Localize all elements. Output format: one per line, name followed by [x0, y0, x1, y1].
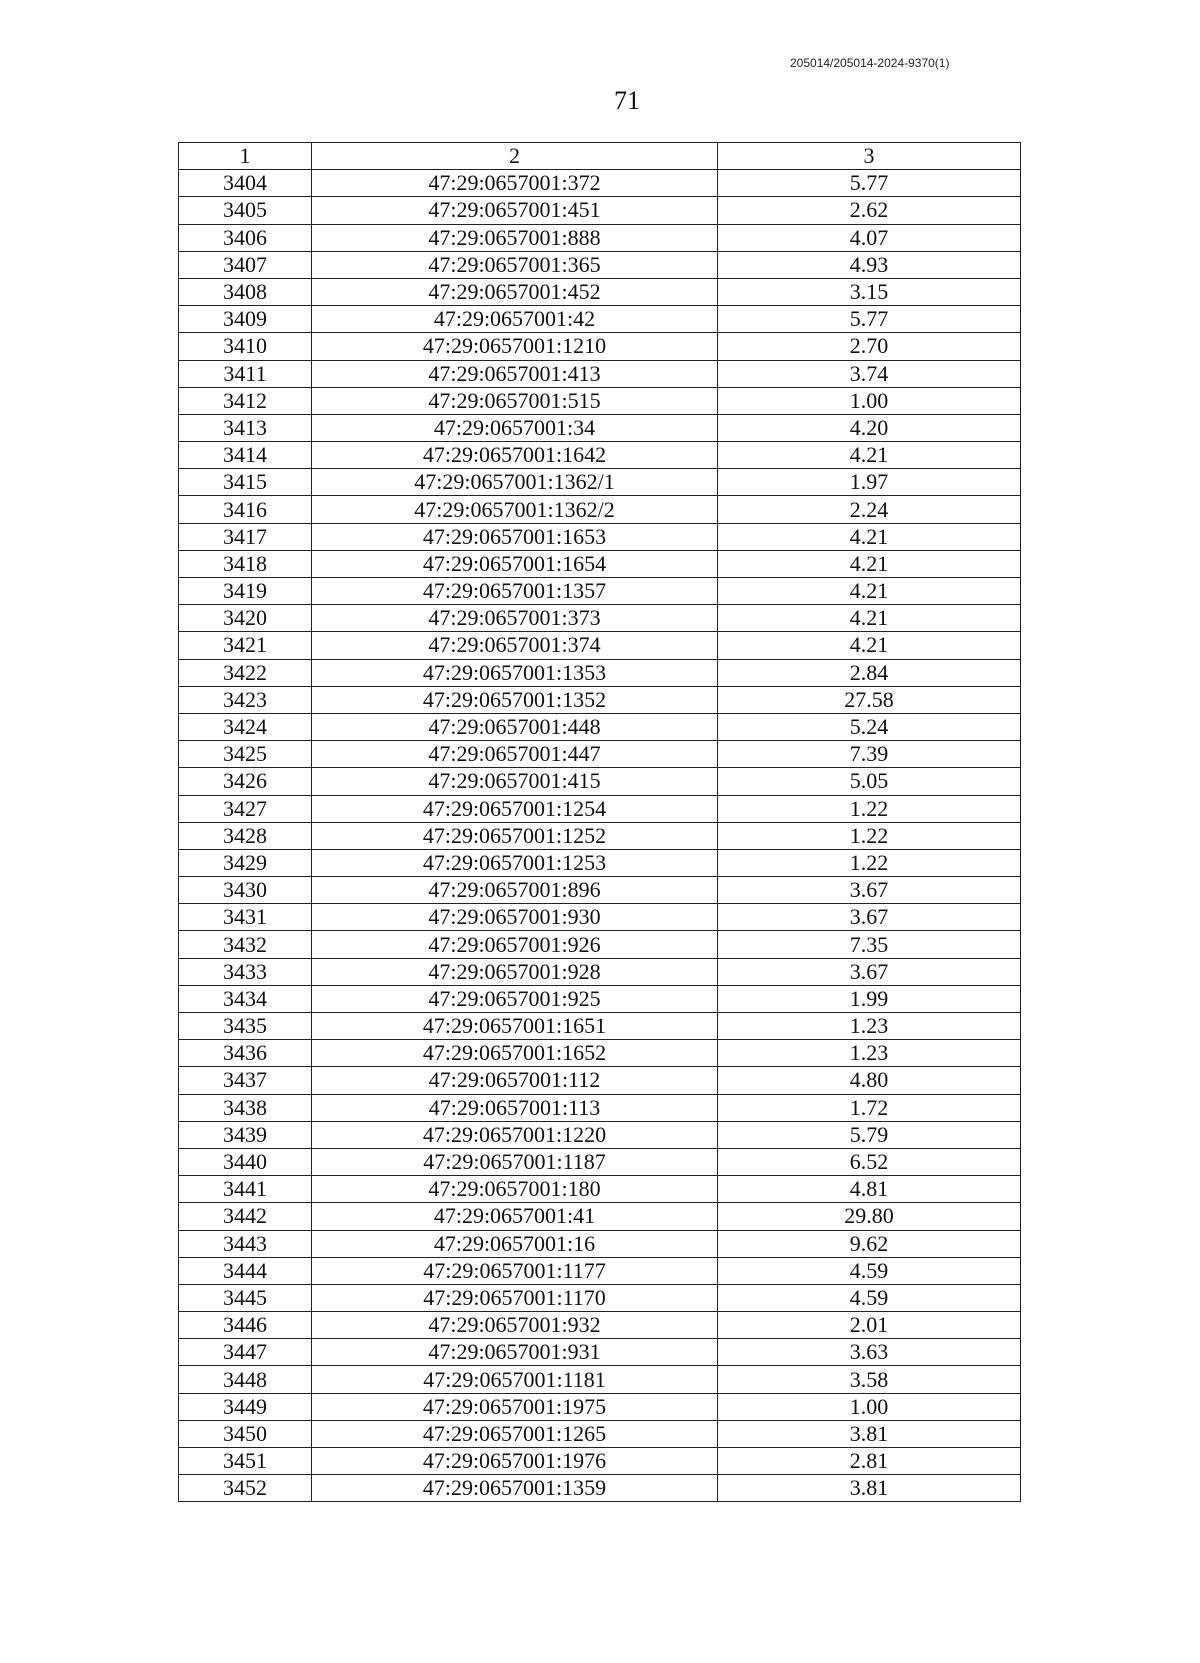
cell-number: 3431 [179, 904, 312, 931]
cell-number: 3408 [179, 278, 312, 305]
cell-cadastral-id: 47:29:0657001:930 [312, 904, 718, 931]
cell-cadastral-id: 47:29:0657001:1362/1 [312, 469, 718, 496]
cell-number: 3423 [179, 686, 312, 713]
cell-value: 4.21 [718, 605, 1021, 632]
cell-value: 4.21 [718, 632, 1021, 659]
cell-value: 4.81 [718, 1176, 1021, 1203]
cell-cadastral-id: 47:29:0657001:1220 [312, 1121, 718, 1148]
table-row [179, 795, 1021, 822]
cell-value: 3.67 [718, 877, 1021, 904]
cell-cadastral-id: 47:29:0657001:1357 [312, 578, 718, 605]
cell-number: 3425 [179, 741, 312, 768]
table-row [179, 1094, 1021, 1121]
cell-cadastral-id: 47:29:0657001:42 [312, 306, 718, 333]
cell-number: 3404 [179, 170, 312, 197]
cell-value: 2.70 [718, 333, 1021, 360]
table-row [179, 496, 1021, 523]
cell-value: 4.59 [718, 1284, 1021, 1311]
cell-value: 4.21 [718, 442, 1021, 469]
cell-number: 3413 [179, 414, 312, 441]
cell-number: 3410 [179, 333, 312, 360]
cell-number: 3426 [179, 768, 312, 795]
cell-number: 3415 [179, 469, 312, 496]
table-row [179, 931, 1021, 958]
cell-value: 2.62 [718, 197, 1021, 224]
table-row [179, 713, 1021, 740]
table-body [179, 170, 1021, 1502]
cell-cadastral-id: 47:29:0657001:113 [312, 1094, 718, 1121]
cell-value: 1.22 [718, 849, 1021, 876]
cell-cadastral-id: 47:29:0657001:1653 [312, 523, 718, 550]
table-row [179, 1148, 1021, 1175]
cell-cadastral-id: 47:29:0657001:415 [312, 768, 718, 795]
cell-cadastral-id: 47:29:0657001:1654 [312, 550, 718, 577]
page-number: 71 [614, 86, 640, 115]
cell-cadastral-id: 47:29:0657001:1359 [312, 1475, 718, 1502]
table-row [179, 1257, 1021, 1284]
cell-value: 4.20 [718, 414, 1021, 441]
cell-cadastral-id: 47:29:0657001:1187 [312, 1148, 718, 1175]
cell-cadastral-id: 47:29:0657001:1252 [312, 822, 718, 849]
cell-number: 3427 [179, 795, 312, 822]
table-row [179, 605, 1021, 632]
cell-value: 2.24 [718, 496, 1021, 523]
cell-cadastral-id: 47:29:0657001:451 [312, 197, 718, 224]
cell-number: 3421 [179, 632, 312, 659]
cell-number: 3412 [179, 387, 312, 414]
cell-number: 3436 [179, 1040, 312, 1067]
cell-number: 3409 [179, 306, 312, 333]
cell-number: 3416 [179, 496, 312, 523]
header-row [179, 143, 1021, 170]
table-row [179, 985, 1021, 1012]
document-id: 205014/205014-2024-9370(1) [790, 56, 950, 70]
table-row [179, 741, 1021, 768]
cell-cadastral-id: 47:29:0657001:928 [312, 958, 718, 985]
cell-value: 7.35 [718, 931, 1021, 958]
table-row [179, 1230, 1021, 1257]
table-row [179, 578, 1021, 605]
table-row [179, 849, 1021, 876]
cell-number: 3437 [179, 1067, 312, 1094]
cell-value: 1.22 [718, 795, 1021, 822]
cell-value: 27.58 [718, 686, 1021, 713]
table-row [179, 197, 1021, 224]
cell-cadastral-id: 47:29:0657001:1181 [312, 1366, 718, 1393]
cell-cadastral-id: 47:29:0657001:1352 [312, 686, 718, 713]
cell-cadastral-id: 47:29:0657001:1976 [312, 1448, 718, 1475]
table-row [179, 360, 1021, 387]
table-row [179, 442, 1021, 469]
cell-number: 3439 [179, 1121, 312, 1148]
column-header-2: 2 [312, 143, 718, 170]
cell-value: 3.74 [718, 360, 1021, 387]
cell-value: 3.81 [718, 1475, 1021, 1502]
cell-number: 3432 [179, 931, 312, 958]
cell-cadastral-id: 47:29:0657001:1265 [312, 1420, 718, 1447]
cell-value: 5.77 [718, 170, 1021, 197]
cell-value: 3.58 [718, 1366, 1021, 1393]
cell-number: 3442 [179, 1203, 312, 1230]
cell-cadastral-id: 47:29:0657001:41 [312, 1203, 718, 1230]
cell-value: 2.01 [718, 1312, 1021, 1339]
cell-number: 3418 [179, 550, 312, 577]
table-row [179, 333, 1021, 360]
cell-value: 1.72 [718, 1094, 1021, 1121]
cell-value: 6.52 [718, 1148, 1021, 1175]
cell-number: 3448 [179, 1366, 312, 1393]
table-row [179, 1393, 1021, 1420]
table-row [179, 877, 1021, 904]
table-row [179, 170, 1021, 197]
cell-value: 1.23 [718, 1013, 1021, 1040]
column-header-1: 1 [179, 143, 312, 170]
cell-number: 3435 [179, 1013, 312, 1040]
cell-cadastral-id: 47:29:0657001:926 [312, 931, 718, 958]
table-row [179, 1366, 1021, 1393]
cell-number: 3446 [179, 1312, 312, 1339]
cell-cadastral-id: 47:29:0657001:932 [312, 1312, 718, 1339]
cell-number: 3443 [179, 1230, 312, 1257]
cell-cadastral-id: 47:29:0657001:1353 [312, 659, 718, 686]
cell-cadastral-id: 47:29:0657001:180 [312, 1176, 718, 1203]
cell-cadastral-id: 47:29:0657001:372 [312, 170, 718, 197]
cell-value: 4.21 [718, 523, 1021, 550]
cell-cadastral-id: 47:29:0657001:413 [312, 360, 718, 387]
cell-cadastral-id: 47:29:0657001:925 [312, 985, 718, 1012]
table-row [179, 251, 1021, 278]
table-row [179, 1312, 1021, 1339]
cell-number: 3411 [179, 360, 312, 387]
table-row [179, 768, 1021, 795]
table-row [179, 1203, 1021, 1230]
cell-value: 2.84 [718, 659, 1021, 686]
cell-number: 3452 [179, 1475, 312, 1502]
cell-number: 3444 [179, 1257, 312, 1284]
cell-cadastral-id: 47:29:0657001:1170 [312, 1284, 718, 1311]
cell-value: 4.80 [718, 1067, 1021, 1094]
cell-number: 3417 [179, 523, 312, 550]
cell-cadastral-id: 47:29:0657001:1642 [312, 442, 718, 469]
cell-cadastral-id: 47:29:0657001:1651 [312, 1013, 718, 1040]
cell-number: 3451 [179, 1448, 312, 1475]
cell-value: 4.59 [718, 1257, 1021, 1284]
cell-cadastral-id: 47:29:0657001:1975 [312, 1393, 718, 1420]
table-row [179, 659, 1021, 686]
cell-value: 3.67 [718, 904, 1021, 931]
cell-value: 5.05 [718, 768, 1021, 795]
cell-number: 3407 [179, 251, 312, 278]
table-row [179, 958, 1021, 985]
cell-value: 4.93 [718, 251, 1021, 278]
cell-value: 3.63 [718, 1339, 1021, 1366]
cell-cadastral-id: 47:29:0657001:1210 [312, 333, 718, 360]
cell-number: 3419 [179, 578, 312, 605]
cell-cadastral-id: 47:29:0657001:1253 [312, 849, 718, 876]
cell-value: 1.00 [718, 387, 1021, 414]
cell-cadastral-id: 47:29:0657001:34 [312, 414, 718, 441]
table-row [179, 224, 1021, 251]
table-row [179, 523, 1021, 550]
cell-cadastral-id: 47:29:0657001:16 [312, 1230, 718, 1257]
table-row [179, 1475, 1021, 1502]
cell-cadastral-id: 47:29:0657001:896 [312, 877, 718, 904]
table-row [179, 1420, 1021, 1447]
table-row [179, 1121, 1021, 1148]
data-table [178, 142, 1021, 1502]
cell-value: 4.21 [718, 550, 1021, 577]
cell-number: 3420 [179, 605, 312, 632]
cell-number: 3406 [179, 224, 312, 251]
cell-value: 2.81 [718, 1448, 1021, 1475]
table-row [179, 904, 1021, 931]
cell-number: 3440 [179, 1148, 312, 1175]
cell-number: 3441 [179, 1176, 312, 1203]
cell-number: 3445 [179, 1284, 312, 1311]
cell-cadastral-id: 47:29:0657001:365 [312, 251, 718, 278]
table-row [179, 1040, 1021, 1067]
cell-number: 3434 [179, 985, 312, 1012]
cell-value: 4.21 [718, 578, 1021, 605]
table-row [179, 1448, 1021, 1475]
table-row [179, 387, 1021, 414]
cell-value: 29.80 [718, 1203, 1021, 1230]
cell-cadastral-id: 47:29:0657001:373 [312, 605, 718, 632]
cell-cadastral-id: 47:29:0657001:452 [312, 278, 718, 305]
table-row [179, 686, 1021, 713]
cell-value: 1.00 [718, 1393, 1021, 1420]
table-row [179, 1176, 1021, 1203]
cell-number: 3422 [179, 659, 312, 686]
cell-number: 3430 [179, 877, 312, 904]
cell-value: 7.39 [718, 741, 1021, 768]
cell-value: 1.23 [718, 1040, 1021, 1067]
table-row [179, 632, 1021, 659]
cell-value: 5.79 [718, 1121, 1021, 1148]
cell-number: 3414 [179, 442, 312, 469]
table-row [179, 550, 1021, 577]
table-row [179, 278, 1021, 305]
cell-value: 5.24 [718, 713, 1021, 740]
table-row [179, 822, 1021, 849]
cell-cadastral-id: 47:29:0657001:112 [312, 1067, 718, 1094]
cell-number: 3428 [179, 822, 312, 849]
column-header-3: 3 [718, 143, 1021, 170]
cell-value: 4.07 [718, 224, 1021, 251]
table-row [179, 1067, 1021, 1094]
table-row [179, 414, 1021, 441]
cell-number: 3429 [179, 849, 312, 876]
cell-value: 1.97 [718, 469, 1021, 496]
table-row [179, 1284, 1021, 1311]
cell-cadastral-id: 47:29:0657001:515 [312, 387, 718, 414]
cell-cadastral-id: 47:29:0657001:374 [312, 632, 718, 659]
cell-value: 1.99 [718, 985, 1021, 1012]
cell-value: 3.81 [718, 1420, 1021, 1447]
cell-cadastral-id: 47:29:0657001:447 [312, 741, 718, 768]
cell-number: 3405 [179, 197, 312, 224]
cell-cadastral-id: 47:29:0657001:1362/2 [312, 496, 718, 523]
table-row [179, 1013, 1021, 1040]
cell-number: 3450 [179, 1420, 312, 1447]
cell-value: 3.15 [718, 278, 1021, 305]
table-row [179, 306, 1021, 333]
table-row [179, 469, 1021, 496]
cell-cadastral-id: 47:29:0657001:1254 [312, 795, 718, 822]
cell-cadastral-id: 47:29:0657001:1652 [312, 1040, 718, 1067]
table-header [179, 143, 1021, 170]
cell-value: 5.77 [718, 306, 1021, 333]
cell-value: 9.62 [718, 1230, 1021, 1257]
cell-value: 1.22 [718, 822, 1021, 849]
cell-number: 3447 [179, 1339, 312, 1366]
cell-cadastral-id: 47:29:0657001:1177 [312, 1257, 718, 1284]
table-row [179, 1339, 1021, 1366]
cell-number: 3449 [179, 1393, 312, 1420]
cell-number: 3424 [179, 713, 312, 740]
cell-value: 3.67 [718, 958, 1021, 985]
cell-cadastral-id: 47:29:0657001:931 [312, 1339, 718, 1366]
cell-cadastral-id: 47:29:0657001:888 [312, 224, 718, 251]
cell-number: 3433 [179, 958, 312, 985]
cell-cadastral-id: 47:29:0657001:448 [312, 713, 718, 740]
cell-number: 3438 [179, 1094, 312, 1121]
